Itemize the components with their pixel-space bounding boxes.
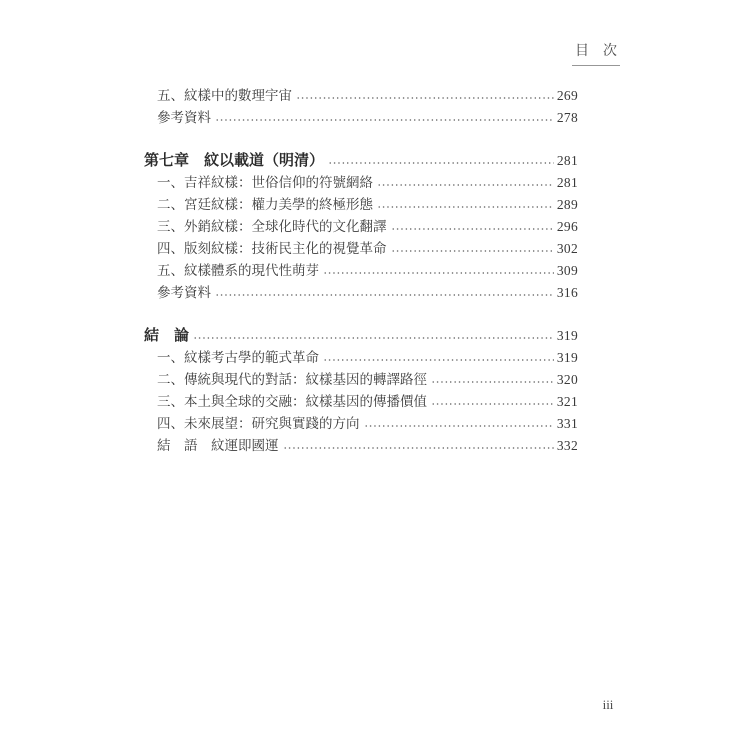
page-header <box>572 40 620 66</box>
toc-entry-page-number: 321 <box>556 394 578 409</box>
toc-entry-label: 二、傳統與現代的對話：紋樣基因的轉譯路徑 <box>157 372 427 387</box>
toc-entry-label: 二、宮廷紋樣：權力美學的終極形態 <box>157 197 373 212</box>
toc-item-entry <box>144 216 578 238</box>
toc-entry-label: 四、版刻紋樣：技術民主化的視覺革命 <box>157 241 387 256</box>
dot-leader <box>431 369 554 391</box>
toc-entry-page-number: 319 <box>556 328 578 343</box>
toc-entry-page-number: 331 <box>556 416 578 431</box>
toc-entry-label: 三、外銷紋樣：全球化時代的文化翻譯 <box>157 219 387 234</box>
toc-entry-page-number: 309 <box>556 263 578 278</box>
toc-entry-page-number: 278 <box>556 110 578 125</box>
toc-item-entry <box>144 194 578 216</box>
page-number: iii <box>602 697 614 712</box>
dot-leader <box>296 85 554 107</box>
dot-leader <box>364 413 554 435</box>
page-title: 目 次 <box>575 42 617 58</box>
dot-leader <box>283 435 554 457</box>
toc-item-entry <box>144 347 578 369</box>
toc-item-entry <box>144 85 578 107</box>
toc-entry-page-number: 302 <box>556 241 578 256</box>
toc-entry-page-number: 332 <box>556 438 578 453</box>
toc-entry-label: 參考資料 <box>157 285 211 300</box>
dot-leader <box>391 216 554 238</box>
toc-list <box>144 85 578 457</box>
toc-entry-label: 一、吉祥紋樣：世俗信仰的符號網絡 <box>157 175 373 190</box>
toc-entry-label: 第七章 紋以載道（明清） <box>144 152 325 169</box>
toc-item-entry <box>144 282 578 304</box>
toc-item-entry <box>144 260 578 282</box>
dot-leader <box>323 260 554 282</box>
toc-entry-page-number: 316 <box>556 285 578 300</box>
dot-leader <box>323 347 554 369</box>
toc-entry-page-number: 281 <box>556 153 578 168</box>
toc-entry-label: 結 論 <box>144 327 190 344</box>
toc-entry-label: 結 語 紋運即國運 <box>157 438 279 453</box>
dot-leader <box>377 172 554 194</box>
toc-entry-label: 一、紋樣考古學的範式革命 <box>157 350 319 365</box>
toc-entry-label: 四、未來展望：研究與實踐的方向 <box>157 416 360 431</box>
toc-item-entry <box>144 107 578 129</box>
toc-entry-page-number: 319 <box>556 350 578 365</box>
dot-leader <box>431 391 554 413</box>
dot-leader <box>215 107 554 129</box>
toc-entry-label: 參考資料 <box>157 110 211 125</box>
page-footer <box>596 697 620 713</box>
toc-entry-page-number: 289 <box>556 197 578 212</box>
toc-chapter-entry <box>144 150 578 172</box>
toc-entry-label: 五、紋樣中的數理宇宙 <box>157 88 292 103</box>
toc-item-entry <box>144 413 578 435</box>
toc-entry-label: 五、紋樣體系的現代性萌芽 <box>157 263 319 278</box>
toc-entry-page-number: 320 <box>556 372 578 387</box>
dot-leader <box>391 238 554 260</box>
dot-leader <box>377 194 554 216</box>
toc-item-entry <box>144 238 578 260</box>
toc-item-entry <box>144 391 578 413</box>
toc-entry-page-number: 281 <box>556 175 578 190</box>
toc-section-conclusion <box>144 325 578 457</box>
toc-section-chapter-7 <box>144 150 578 304</box>
toc-item-entry <box>144 172 578 194</box>
toc-chapter-entry <box>144 325 578 347</box>
toc-item-entry <box>144 435 578 457</box>
dot-leader <box>193 325 554 347</box>
toc-entry-page-number: 269 <box>556 88 578 103</box>
dot-leader <box>328 150 554 172</box>
dot-leader <box>215 282 554 304</box>
toc-section-previous-chapter-tail <box>144 85 578 129</box>
toc-entry-page-number: 296 <box>556 219 578 234</box>
toc-entry-label: 三、本土與全球的交融：紋樣基因的傳播價值 <box>157 394 427 409</box>
toc-item-entry <box>144 369 578 391</box>
